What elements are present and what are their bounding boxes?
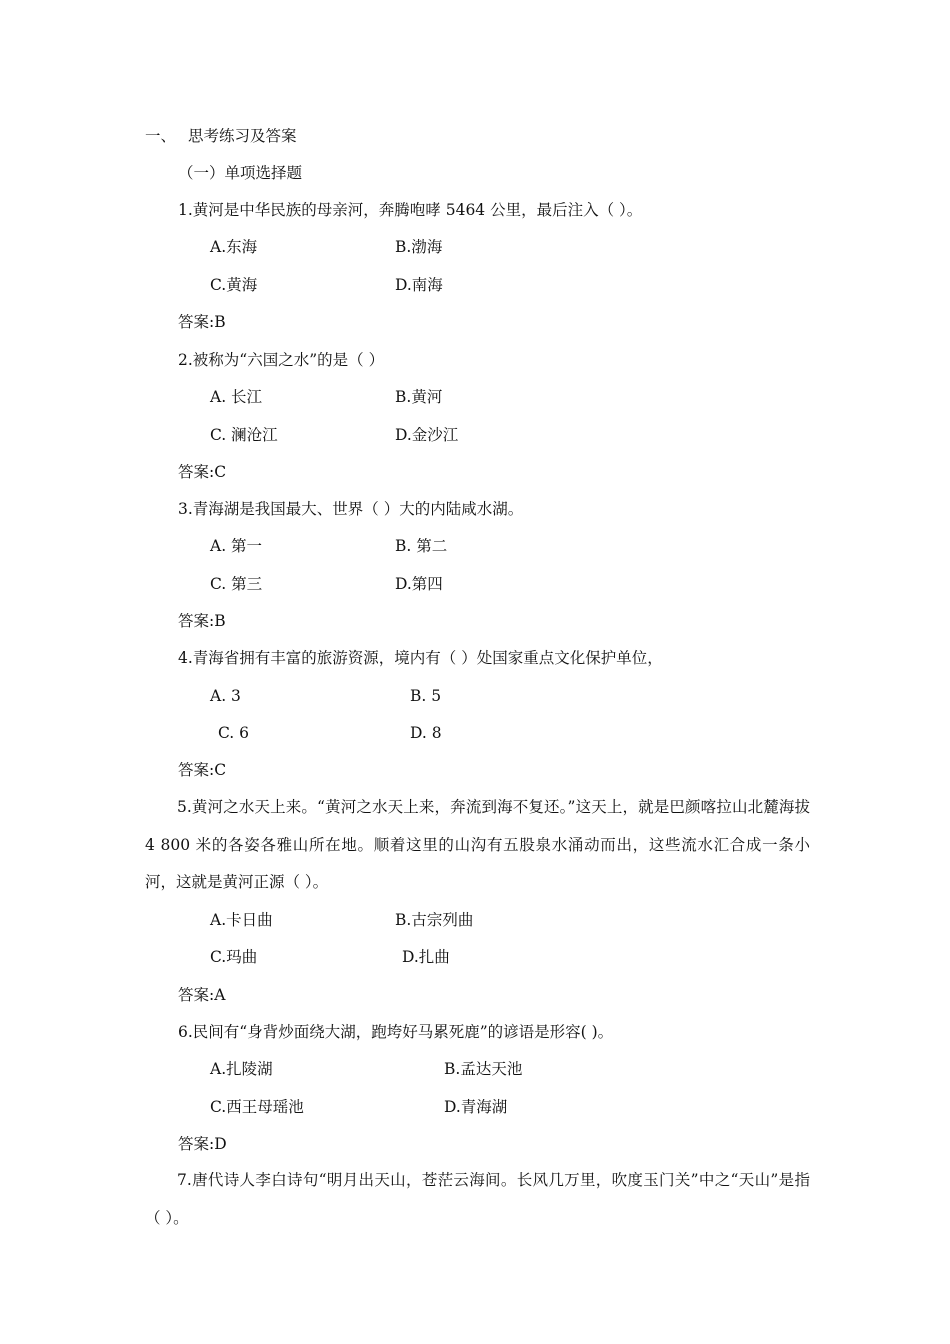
- question-stem: 2.被称为“六国之水”的是（ ）: [178, 351, 385, 369]
- answer: 答案:A: [178, 986, 226, 1004]
- option: C.黄海: [210, 276, 258, 294]
- option: C.玛曲: [210, 948, 258, 966]
- option: B.孟达天池: [444, 1060, 523, 1078]
- question-stem: 3.青海湖是我国最大、世界（ ）大的内陆咸水湖。: [178, 500, 524, 518]
- option: A.东海: [210, 238, 258, 256]
- question-stem: 4.青海省拥有丰富的旅游资源，境内有（ ）处国家重点文化保护单位，: [178, 649, 663, 667]
- answer: 答案:C: [178, 761, 227, 779]
- option: B.渤海: [395, 238, 443, 256]
- question-stem: 6.民间有“身背炒面绕大湖，跑垮好马累死鹿”的谚语是形容( )。: [178, 1023, 614, 1041]
- subsection-title: （一）单项选择题: [178, 164, 303, 182]
- option: C. 澜沧江: [210, 426, 278, 444]
- option: C. 第三: [210, 575, 263, 593]
- option: D.金沙江: [395, 426, 459, 444]
- question-stem: 5.黄河之水天上来。“黄河之水天上来，奔流到海不复还。”这天上，就是巴颜喀拉山北麓海拔 4 800 米的各姿各雅山所在地。顺着这里的山沟有五股泉水涌动而出，这些流水汇合成一条小河，这就是黄河正源（ ）。: [145, 798, 810, 891]
- answer: 答案:D: [178, 1135, 227, 1153]
- option: A.扎陵湖: [210, 1060, 273, 1078]
- option: B.黄河: [395, 388, 443, 406]
- option: D.第四: [395, 575, 443, 593]
- option: B. 第二: [395, 537, 448, 555]
- option: D.南海: [395, 276, 443, 294]
- section-number: 一、: [145, 127, 177, 145]
- option: D. 8: [410, 724, 442, 742]
- answer: 答案:B: [178, 612, 226, 630]
- option: D.青海湖: [444, 1098, 508, 1116]
- option: B.古宗列曲: [395, 911, 474, 929]
- option: C.西王母瑶池: [210, 1098, 304, 1116]
- option: A. 3: [210, 687, 241, 705]
- answer: 答案:C: [178, 463, 227, 481]
- option: A.卡日曲: [210, 911, 273, 929]
- option: D.扎曲: [402, 948, 450, 966]
- section-title: 思考练习及答案: [188, 127, 297, 145]
- option: B. 5: [410, 687, 442, 705]
- question-stem: 7.唐代诗人李白诗句“明月出天山，苍茫云海间。长风几万里，吹度玉门关”中之“天山”是指（ ）。: [145, 1171, 810, 1227]
- question-stem: 1.黄河是中华民族的母亲河，奔腾咆哮 5464 公里，最后注入（ ）。: [178, 201, 643, 219]
- option: A. 长江: [210, 388, 263, 406]
- option: A. 第一: [210, 537, 263, 555]
- option: C. 6: [218, 724, 250, 742]
- answer: 答案:B: [178, 313, 226, 331]
